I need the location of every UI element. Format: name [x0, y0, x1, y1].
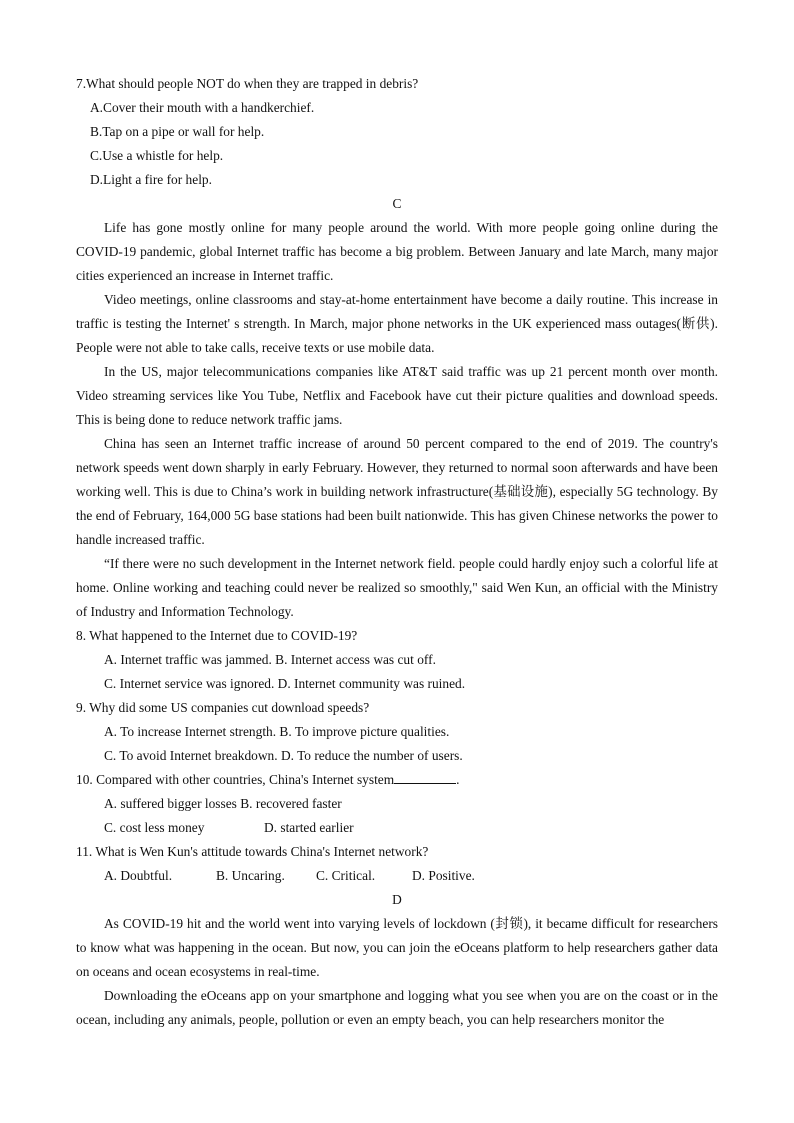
option-11a: A. Doubtful.	[104, 868, 173, 883]
option-7a: A.Cover their mouth with a handkerchief.	[90, 100, 315, 115]
question-10-options-row-2	[76, 816, 718, 840]
section-c-paragraph-1: Life has gone mostly online for many people around the world. With more people going online during the COVID-19 pandemic, global Internet traffic has become a big problem. Between January and late March, many major cities experienced an increase in Internet traffic.	[76, 220, 718, 283]
question-10	[76, 768, 718, 792]
option-10d: D. started earlier	[264, 820, 354, 835]
question-9-options-row-2: C. To avoid Internet breakdown. D. To reduce the number of users.	[104, 748, 463, 763]
section-c-paragraph-3: In the US, major telecommunications companies like AT&T said traffic was up 21 percent month over month. Video streaming services like You Tube, Netflix and Facebook have cut their picture qualities and download speeds. This is being done to reduce network traffic jams.	[76, 364, 718, 427]
option-7d: D.Light a fire for help.	[90, 172, 212, 187]
option-11d: D. Positive.	[412, 868, 475, 883]
question-9-options-row-1: A. To increase Internet strength. B. To improve picture qualities.	[104, 724, 450, 739]
question-10-options-row-1: A. suffered bigger losses B. recovered faster	[104, 796, 342, 811]
section-d-paragraph-1: As COVID-19 hit and the world went into varying levels of lockdown (封锁), it became difficult for researchers to know what was happening in the ocean. But now, you can join the eOceans platform to help researchers gather data on oceans and ocean ecosystems in real-time.	[76, 916, 718, 979]
option-11c: C. Critical.	[316, 868, 376, 883]
section-c-paragraph-4: China has seen an Internet traffic increase of around 50 percent compared to the end of 2019. The country's network speeds went down sharply in early February. However, they returned to normal soon afterwards and have been working well. This is due to China’s work in building network infrastructure(基础设施), especially 5G technology. By the end of February, 164,000 5G base stations had been built nationwide. This has given Chinese networks the power to handle increased traffic.	[76, 436, 718, 547]
question-8-options-row-1: A. Internet traffic was jammed. B. Internet access was cut off.	[104, 652, 436, 667]
option-7b: B.Tap on a pipe or wall for help.	[90, 124, 265, 139]
question-9: 9. Why did some US companies cut download speeds?	[76, 700, 370, 715]
section-c-paragraph-2: Video meetings, online classrooms and stay-at-home entertainment have become a daily routine. This increase in traffic is testing the Internet' s strength. In March, major phone networks in the UK experienced mass outages(断供). People were not able to take calls, receive texts or use mobile data.	[76, 292, 718, 355]
question-11: 11. What is Wen Kun's attitude towards China's Internet network?	[76, 844, 429, 859]
question-10-end: .	[456, 772, 460, 787]
document-page	[76, 72, 718, 1032]
section-d-paragraph-2: Downloading the eOceans app on your smartphone and logging what you see when you are on the coast or in the ocean, including any animals, people, pollution or even an empty beach, you can help researchers monitor the	[76, 988, 718, 1027]
question-11-options	[76, 864, 718, 888]
option-10c: C. cost less money	[104, 820, 205, 835]
question-10-text: 10. Compared with other countries, China's Internet system	[76, 772, 395, 787]
question-8: 8. What happened to the Internet due to COVID-19?	[76, 628, 358, 643]
answer-blank	[394, 769, 456, 784]
question-8-options-row-2: C. Internet service was ignored. D. Internet community was ruined.	[104, 676, 466, 691]
section-c-paragraph-5: “If there were no such development in the Internet network field. people could hardly enjoy such a colorful life at home. Online working and teaching could never be realized so smoothly," said Wen Kun, an official with the Ministry of Industry and Information Technology.	[76, 556, 718, 619]
question-7: 7.What should people NOT do when they are trapped in debris?	[76, 76, 419, 91]
section-c-heading: C	[392, 196, 402, 211]
section-d-heading: D	[392, 892, 402, 907]
option-11b: B. Uncaring.	[216, 868, 285, 883]
option-7c: C.Use a whistle for help.	[90, 148, 224, 163]
